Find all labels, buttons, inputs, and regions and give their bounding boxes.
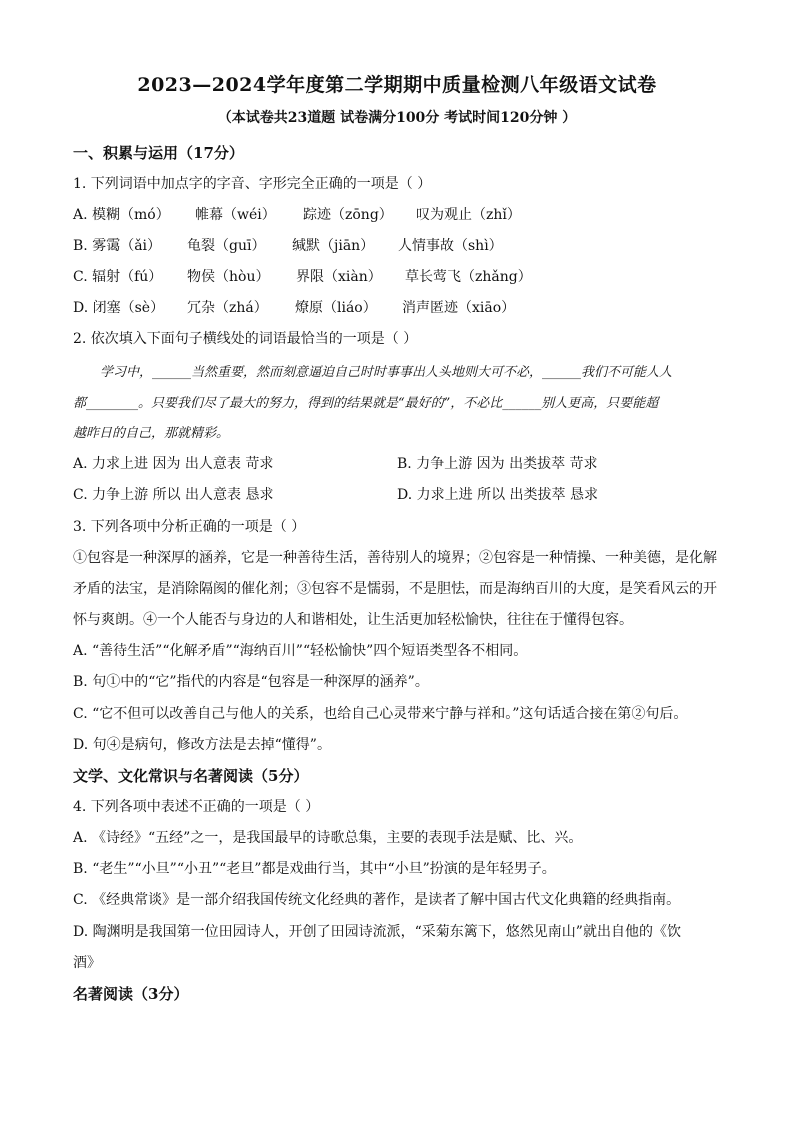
option-a-word: 帷幕（wéi） bbox=[195, 207, 276, 223]
passage-line: 学习中，______当然重要，然而刻意逼迫自己时时事事出人头地则大可不必，______我们不可能人人 bbox=[100, 365, 673, 380]
exam-title: 2023—2024学年度第二学期期中质量检测八年级语文试卷 bbox=[137, 74, 657, 96]
option-c-word: 物侯（hòu） bbox=[187, 269, 270, 285]
option-b: B. 雾霭（ǎi） bbox=[73, 238, 162, 254]
option-d: D. 力求上进 所以 出类拔萃 恳求 bbox=[397, 487, 598, 503]
paragraph-line: ①包容是一种深厚的涵养，它是一种善待生活，善待别人的境界；②包容是一种情操、一种美德，是化解 bbox=[73, 550, 717, 566]
exam-subtitle: （本试卷共23道题 试卷满分100分 考试时间120分钟 ） bbox=[217, 110, 577, 126]
section-heading: 名著阅读（3分） bbox=[73, 985, 189, 1003]
paragraph-line: 怀与爽朗。④一个人能否与身边的人和谐相处，让生活更加轻松愉快，往往在于懂得包容。 bbox=[73, 612, 633, 628]
option-a: A. 力求上进 因为 出人意表 苛求 bbox=[73, 456, 274, 472]
option-a: A. 《诗经》“五经”之一，是我国最早的诗歌总集，主要的表现手法是赋、比、兴。 bbox=[73, 830, 583, 846]
question-stem: 2. 依次填入下面句子横线处的词语最恰当的一项是（ ） bbox=[73, 331, 418, 347]
option-c-word: 界限（xiàn） bbox=[296, 269, 382, 285]
question-stem: 3. 下列各项中分析正确的一项是（ ） bbox=[73, 519, 306, 535]
option-d: D. 闭塞（sè） bbox=[73, 300, 165, 316]
passage-line: 越昨日的自己，那就精彩。 bbox=[73, 426, 230, 441]
question-stem: 4. 下列各项中表述不正确的一项是（ ） bbox=[73, 799, 320, 815]
option-d: D. 句④是病句，修改方法是去掉“懂得”。 bbox=[73, 737, 331, 753]
question-stem: 1. 下列词语中加点字的字音、字形完全正确的一项是（ ） bbox=[73, 176, 432, 192]
passage-line: 都________。只要我们尽了最大的努力，得到的结果就是“最好的”，不必比______别人更高，只要能超 bbox=[73, 396, 659, 411]
option-d: D. 陶渊明是我国第一位田园诗人，开创了田园诗流派，“采菊东篱下，悠然见南山”就出自他的《饮 bbox=[73, 924, 681, 940]
option-b-word: 人情事故（shì） bbox=[398, 238, 503, 254]
option-c: C. 力争上游 所以 出人意表 恳求 bbox=[73, 487, 274, 503]
option-d-word: 消声匿迹（xiāo） bbox=[402, 300, 516, 316]
option-d-word: 燎原（liáo） bbox=[295, 300, 377, 316]
option-c: C. 《经典常谈》是一部介绍我国传统文化经典的著作，是读者了解中国古代文化典籍的经典指南。 bbox=[73, 892, 681, 908]
option-a: A. “善待生活”“化解矛盾”“海纳百川”“轻松愉快”四个短语类型各不相同。 bbox=[73, 643, 528, 659]
section-heading: 文学、文化常识与名著阅读（5分） bbox=[73, 767, 309, 785]
option-b: B. “老生”“小旦”“小丑”“老旦”都是戏曲行当，其中“小旦”扮演的是年轻男子。 bbox=[73, 861, 556, 877]
option-d-word: 冗杂（zhá） bbox=[187, 300, 268, 316]
option-a: A. 模糊（mó） bbox=[73, 207, 170, 223]
option-b-word: 缄默（jiān） bbox=[292, 238, 375, 254]
option-c-word: 草长莺飞（zhǎng） bbox=[405, 269, 532, 285]
option-c: C. 辐射（fú） bbox=[73, 269, 163, 285]
option-d-continued: 酒》 bbox=[73, 955, 101, 971]
option-a-word: 叹为观止（zhǐ） bbox=[416, 207, 521, 223]
option-b: B. 力争上游 因为 出类拔萃 苛求 bbox=[397, 456, 598, 472]
paragraph-line: 矛盾的法宝，是消除隔阂的催化剂；③包容不是懦弱，不是胆怯，而是海纳百川的大度，是笑看风云的开 bbox=[73, 581, 717, 597]
option-c: C. “它不但可以改善自己与他人的关系，也给自己心灵带来宁静与祥和。”这句话适合接在第②句后。 bbox=[73, 706, 688, 722]
option-b: B. 句①中的“它”指代的内容是“包容是一种深厚的涵养”。 bbox=[73, 674, 429, 690]
section-heading: 一、积累与运用（17分） bbox=[73, 144, 244, 162]
option-b-word: 龟裂（guī） bbox=[187, 238, 266, 254]
option-a-word: 踪迹（zōng） bbox=[303, 207, 393, 223]
